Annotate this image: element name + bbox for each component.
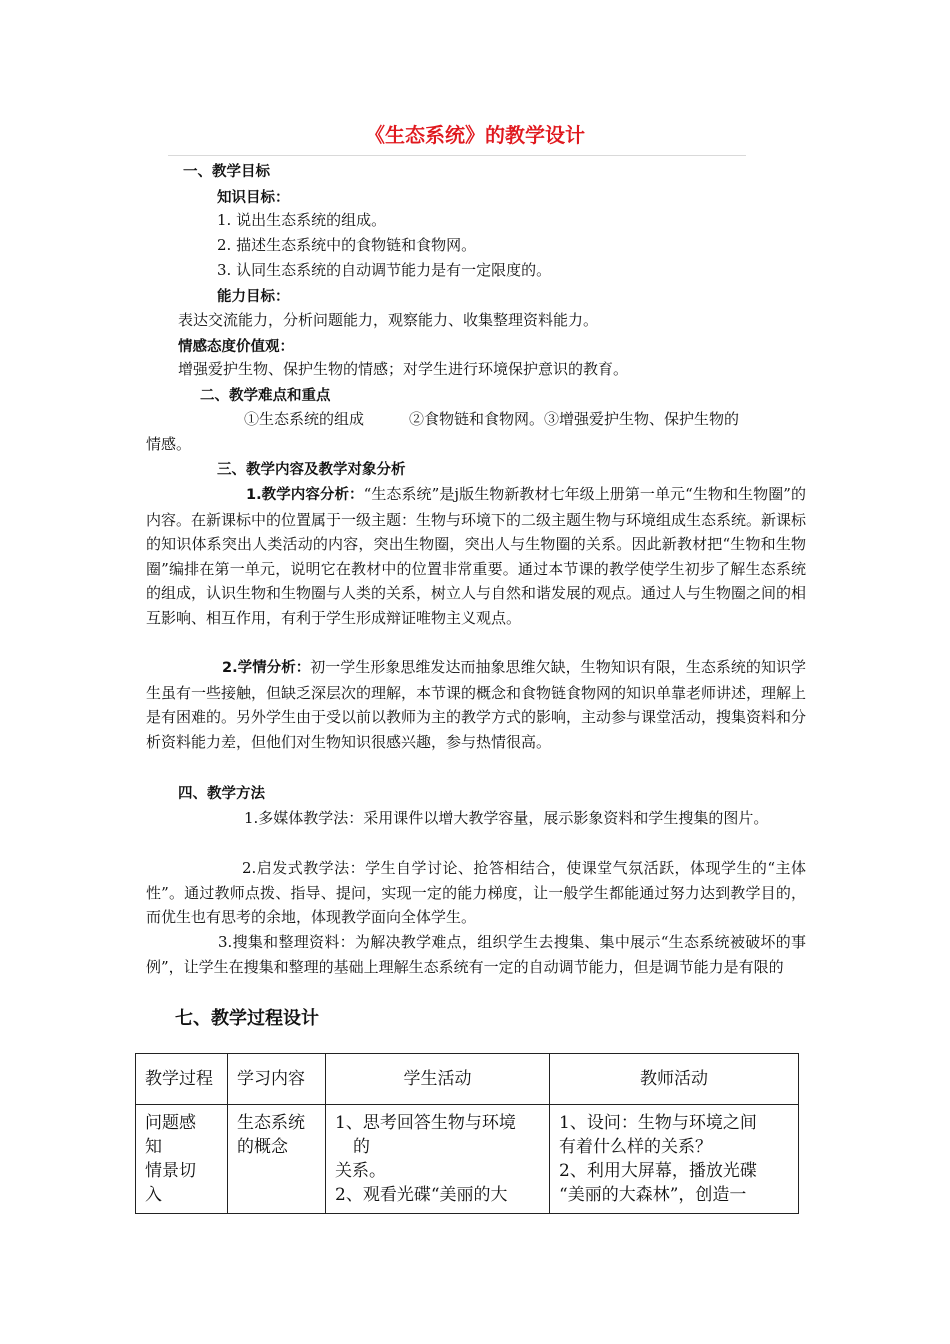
cell-teacher-line: 有着什么样的关系？ [559, 1137, 712, 1157]
cell-content [228, 1105, 326, 1214]
table-row [136, 1105, 799, 1214]
learner-analysis-label: 2.学情分析： [222, 660, 311, 676]
knowledge-item-1: 1. 说出生态系统的组成。 [217, 211, 387, 229]
cell-student-line: 关系。 [335, 1161, 386, 1181]
learner-analysis-paragraph [146, 655, 806, 754]
learner-analysis-text: 初一学生形象思维发达而抽象思维欠缺，生物知识有限，生态系统的知识学生虽有一些接触，但缺乏深层次的理解，本节课的概念和食物链食物网的知识单靠老师讲述，理解上是有困难的。另外学生由于受以前以教师为主的教学方式的影响，主动参与课堂活动，搜集资料和分析资料能力差，但他们对生物知识很感兴趣，参与热情很高。 [146, 658, 807, 751]
method-2: 2.启发式教学法：学生自学讨论、抢答相结合，使课堂气氛活跃，体现学生的“主体性”。通过教师点拨、指导、提问，实现一定的能力梯度，让一般学生都能通过努力达到教学目的，而优生也有思考的余地，体现教学面向全体学生。 [146, 859, 806, 927]
section-4-heading: 四、教学方法 [178, 786, 265, 802]
content-analysis-paragraph [146, 482, 806, 631]
header-teacher-activity: 教师活动 [550, 1054, 799, 1105]
section-7-heading: 七、教学过程设计 [175, 1008, 319, 1029]
cell-student-line: 的 [353, 1137, 370, 1157]
cell-student-activity [326, 1105, 550, 1214]
section-3-heading: 三、教学内容及教学对象分析 [217, 462, 406, 478]
knowledge-goal-label: 知识目标： [217, 190, 290, 206]
ability-goal-text: 表达交流能力，分析问题能力，观察能力、收集整理资料能力。 [178, 311, 599, 329]
cell-teacher-line: “美丽的大森林”，创造一 [559, 1185, 747, 1205]
cell-stage [136, 1105, 228, 1214]
cell-content-line: 的概念 [237, 1137, 288, 1157]
cell-stage-line: 问题感 [145, 1113, 196, 1133]
header-stage: 教学过程 [136, 1054, 228, 1105]
ability-goal-label: 能力目标： [217, 289, 290, 305]
document-title: 《生态系统》的教学设计 [365, 123, 585, 147]
title-divider [168, 155, 746, 156]
cell-teacher-activity [550, 1105, 799, 1214]
cell-stage-line: 入 [145, 1185, 162, 1205]
cell-stage-line: 知 [145, 1137, 162, 1157]
key-points-line-2: 情感。 [146, 435, 192, 453]
section-1-heading: 一、教学目标 [183, 164, 270, 180]
method-3: 3.搜集和整理资料：为解决教学难点，组织学生去搜集、集中展示“生态系统被破坏的事例”，让学生在搜集和整理的基础上理解生态系统有一定的自动调节能力，但是调节能力是有限的 [146, 933, 806, 976]
method-1: 1.多媒体教学法：采用课件以增大教学容量，展示影象资料和学生搜集的图片。 [244, 809, 769, 827]
cell-teacher-line: 1、设问：生物与环境之间 [559, 1113, 757, 1133]
section-2-heading: 二、教学难点和重点 [200, 388, 331, 404]
knowledge-item-3: 3. 认同生态系统的自动调节能力是有一定限度的。 [217, 261, 552, 279]
process-table [135, 1053, 799, 1214]
content-analysis-text: “生态系统”是j版生物新教材七年级上册第一单元“生物和生物圈”的内容。在新课标中的位置属于一级主题：生物与环境下的二级主题生物与环境组成生态系统。新课标的知识体系突出人类活动的内容，突出生物圈，突出人与生物圈的关系。因此新教材把“生物和生物圈”编排在第一单元，说明它在教材中的位置非常重要。通过本节课的教学使学生初步了解生态系统的组成，认识生物和生物圈与人类的关系，树立人与自然和谐发展的观点。通过人与生物圈之间的相互影响、相互作用，有利于学生形成辩证唯物主义观点。 [146, 485, 807, 627]
cell-stage-line: 情景切 [145, 1161, 196, 1181]
emotion-goal-text: 增强爱护生物、保护生物的情感；对学生进行环境保护意识的教育。 [178, 360, 629, 378]
content-analysis-label: 1.教学内容分析： [246, 487, 364, 503]
cell-teacher-line: 2、利用大屏幕，播放光碟 [559, 1161, 757, 1181]
key-points-line-1: ①生态系统的组成 ②食物链和食物网。③增强爱护生物、保护生物的 [244, 410, 740, 428]
header-student-activity: 学生活动 [326, 1054, 550, 1105]
header-content: 学习内容 [228, 1054, 326, 1105]
knowledge-item-2: 2. 描述生态系统中的食物链和食物网。 [217, 236, 477, 254]
cell-content-line: 生态系统 [237, 1113, 305, 1133]
cell-student-line: 1、思考回答生物与环境 [335, 1113, 516, 1133]
cell-student-line: 2、观看光碟“美丽的大 [335, 1185, 508, 1205]
table-header-row [136, 1054, 799, 1105]
emotion-goal-label: 情感态度价值观： [178, 339, 294, 355]
